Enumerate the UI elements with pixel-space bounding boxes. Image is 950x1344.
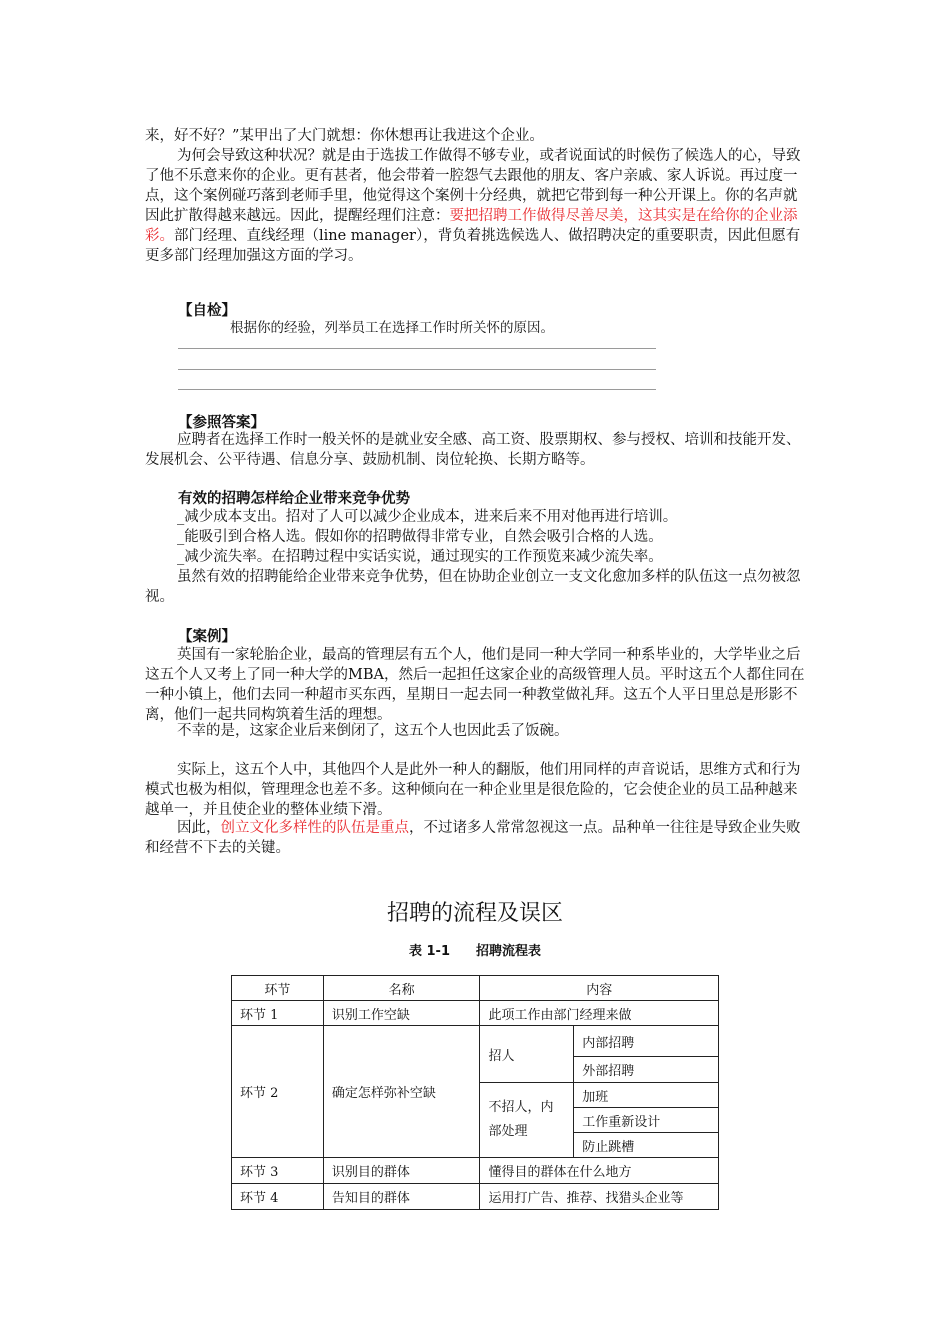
content-cell: 内部招聘 xyxy=(574,1026,719,1057)
case-paragraph: 实际上，这五个人中，其他四个人是此外一种人的翻版，他们用同样的声音说话，思维方式和行为模式也极为相似，管理理念也差不多。这种倾向在一种企业里是很危险的，它会使企业的员工品种越来越单一，并且使企业的整体业绩下滑。 xyxy=(145,762,801,818)
answer-line xyxy=(178,348,656,349)
recruitment-process-table xyxy=(231,975,719,1210)
case-paragraph: 英国有一家轮胎企业，最高的管理层有五个人，他们是同一种大学同一种系毕业的，大学毕业之后这五个人又考上了同一种大学的MBA，然后一起担任这家企业的高级管理人员。平时这五个人都住同在一种小镇上，他们去同一种超市买东西，星期日一起去同一种教堂做礼拜。这五个人平日里总是形影不离，他们一起共同构筑着生活的理想。 xyxy=(145,647,805,723)
intro-highlight: 要把招聘工作做得尽善尽美，这其实是在给你的企业添彩。 xyxy=(145,208,798,244)
table-row xyxy=(232,1026,719,1057)
case-conclusion xyxy=(145,818,810,858)
table-header-row xyxy=(232,976,719,1001)
advantage-item: _能吸引到合格人选。假如你的招聘做得非常专业，自然会吸引合格的人选。 xyxy=(177,529,663,545)
advantage-item: _减少流失率。在招聘过程中实话实说，通过现实的工作预览来减少流失率。 xyxy=(177,549,663,565)
intro-tail: 部门经理、直线经理（line manager），背负着挑选候选人、做招聘决定的重要职责，因此但愿有更多部门经理加强这方面的学习。 xyxy=(145,228,801,264)
stage-cell: 环节 4 xyxy=(232,1184,324,1210)
name-cell: 识别目的群体 xyxy=(323,1158,480,1184)
hire-cell: 招人 xyxy=(480,1026,574,1083)
case-conclusion-highlight: 创立文化多样性的队伍是重点 xyxy=(220,820,409,836)
content-cell: 外部招聘 xyxy=(574,1057,719,1083)
case-conclusion-pre: 因此， xyxy=(177,820,221,836)
table-row xyxy=(232,1001,719,1026)
answer-heading: 【参照答案】 xyxy=(178,415,265,431)
header-cell: 名称 xyxy=(323,976,480,1001)
content-cell: 运用打广告、推荐、找猎头企业等 xyxy=(480,1184,719,1210)
intro-text: 为何会导致这种状况？就是由于选拔工作做得不够专业，或者说面试的时候伤了候选人的心，导致了他不乐意来你的企业。更有甚者，他会带着一腔怨气去跟他的朋友、客户亲戚、家人诉说。再过度一点，这个案例碰巧落到老师手里，他觉得这个案例十分经典，就把它带到每一种公开课上。你的名声就因此扩散得越来越远。因此，提醒经理们注意： xyxy=(145,148,801,224)
case-heading: 【案例】 xyxy=(178,629,236,645)
answer-line xyxy=(178,389,656,390)
nohire-cell: 不招人，内部处理 xyxy=(480,1083,574,1158)
intro-paragraph xyxy=(145,146,810,266)
advantage-item: _减少成本支出。招对了人可以减少企业成本，进来后来不用对他再进行培训。 xyxy=(177,509,678,525)
content-cell: 防止跳槽 xyxy=(574,1133,719,1158)
header-cell: 环节 xyxy=(232,976,324,1001)
self-check-prompt: 根据你的经验，列举员工在选择工作时所关怀的原因。 xyxy=(230,320,554,336)
content-cell: 加班 xyxy=(574,1083,719,1108)
advantage-summary: 虽然有效的招聘能给企业带来竞争优势，但在协助企业创立一支文化愈加多样的队伍这一点勿被忽视。 xyxy=(145,569,801,605)
header-cell: 内容 xyxy=(480,976,719,1001)
stage-cell: 环节 1 xyxy=(232,1001,324,1026)
answer-text: 应聘者在选择工作时一般关怀的是就业安全感、高工资、股票期权、参与授权、培训和技能开发、发展机会、公平待遇、信息分享、鼓励机制、岗位轮换、长期方略等。 xyxy=(145,432,801,468)
section-title: 招聘的流程及误区 xyxy=(386,901,563,926)
self-check-heading: 【自检】 xyxy=(178,303,236,319)
name-cell: 确定怎样弥补空缺 xyxy=(323,1026,480,1158)
answer-line xyxy=(178,369,656,370)
name-cell: 识别工作空缺 xyxy=(323,1001,480,1026)
intro-line: 来，好不好？”某甲出了大门就想：你休想再让我进这个企业。 xyxy=(145,128,544,144)
case-paragraph: 不幸的是，这家企业后来倒闭了，这五个人也因此丢了饭碗。 xyxy=(177,723,569,739)
name-cell: 告知目的群体 xyxy=(323,1184,480,1210)
content-cell: 此项工作由部门经理来做 xyxy=(480,1001,719,1026)
content-cell: 工作重新设计 xyxy=(574,1108,719,1133)
content-cell: 懂得目的群体在什么地方 xyxy=(480,1158,719,1184)
table-row xyxy=(232,1158,719,1184)
table-row xyxy=(232,1184,719,1210)
stage-cell: 环节 3 xyxy=(232,1158,324,1184)
case-conclusion-post: ，不过诸多人常常忽视这一点。品种单一往往是导致企业失败和经营不下去的关键。 xyxy=(145,820,801,856)
table-caption: 表 1-1 招聘流程表 xyxy=(408,944,541,959)
stage-cell: 环节 2 xyxy=(232,1026,324,1158)
advantage-heading: 有效的招聘怎样给企业带来竞争优势 xyxy=(178,491,410,507)
